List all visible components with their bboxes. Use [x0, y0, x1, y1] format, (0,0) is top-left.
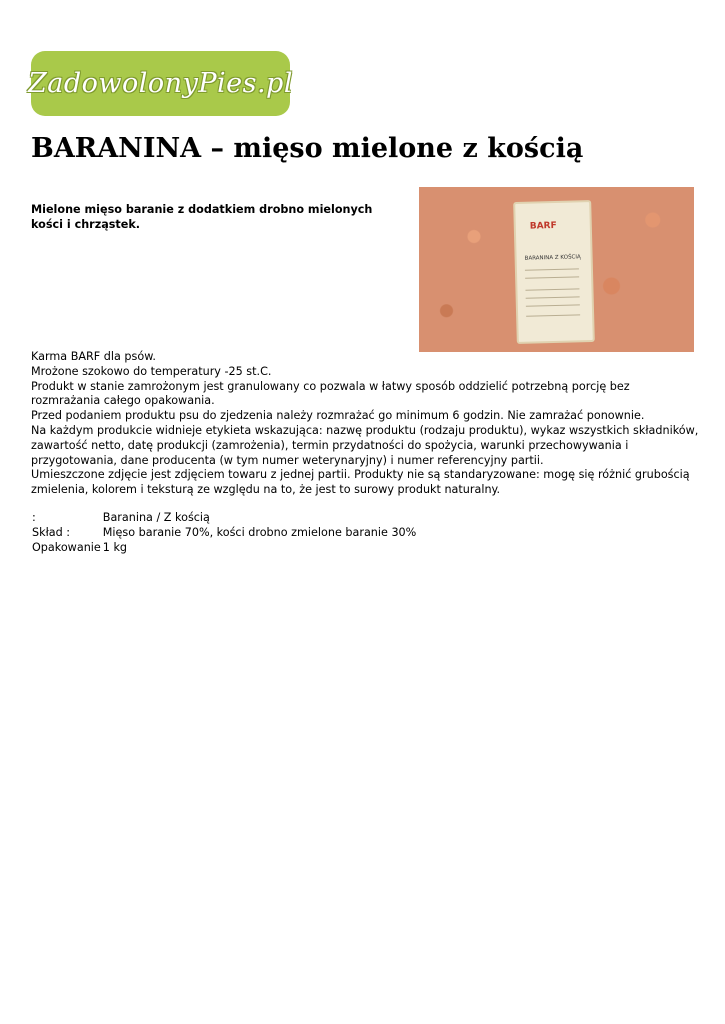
- spec-value: 1 kg: [102, 540, 128, 554]
- label-line: [525, 268, 579, 270]
- package-label: [513, 200, 595, 344]
- description-line: Mrożone szokowo do temperatury -25 st.C.: [31, 364, 272, 378]
- description-line: Na każdym produkcie widnieje etykieta wskazująca: nazwę produktu (rodzaju produktu), wykaz wszystkich składników, zawartość netto, datę produkcji (zamrożenia), termin przydatności do spożycia, warunki przechowywania i przygotowania, dane producenta (w tym numer weterynaryjny) i numer referencyjny partii.: [31, 423, 699, 467]
- page-title: BARANINA – mięso mielone z kością: [31, 133, 584, 164]
- spec-key: :: [32, 511, 36, 524]
- spec-value: Mięso baranie 70%, kości drobno zmielone baranie 30%: [102, 525, 417, 539]
- package-label-brand: BARF: [529, 220, 557, 232]
- product-description: [31, 350, 701, 498]
- label-line: [525, 276, 579, 278]
- label-line: [526, 304, 580, 306]
- table-row: [31, 541, 417, 556]
- table-row: [31, 511, 417, 526]
- label-line: [526, 296, 580, 298]
- package-label-name: BARANINA Z KOŚCIĄ: [524, 254, 581, 262]
- product-intro: Mielone mięso baranie z dodatkiem drobno mielonych kości i chrząstek.: [31, 203, 373, 231]
- description-line: Umieszczone zdjęcie jest zdjęciem towaru z jednej partii. Produkty nie są standaryzowane: mogę się różnić grubością zmielenia, kolorem i teksturą ze względu na to, że jest to surowy produkt naturalny.: [31, 468, 690, 497]
- label-line: [526, 314, 580, 316]
- description-line: Karma BARF dla psów.: [31, 350, 156, 363]
- description-line: Przed podaniem produktu psu do zjedzenia należy rozmrażać go minimum 6 godzin. Nie zamrażać ponownie.: [31, 409, 645, 423]
- spec-table: [31, 511, 417, 555]
- spec-key: Skład :: [32, 525, 71, 539]
- spec-value: Baranina / Z kością: [102, 511, 210, 524]
- description-line: Produkt w stanie zamrożonym jest granulowany co pozwala w łatwy sposób oddzielić potrzebną porcję bez rozmrażania całego opakowania.: [31, 379, 630, 408]
- label-line: [525, 288, 579, 290]
- logo-text: ZadowolonyPies.pl: [28, 68, 293, 99]
- product-photo: [419, 187, 694, 352]
- site-logo[interactable]: [28, 51, 293, 116]
- spec-key: Opakowanie: [32, 540, 101, 554]
- table-row: [31, 526, 417, 541]
